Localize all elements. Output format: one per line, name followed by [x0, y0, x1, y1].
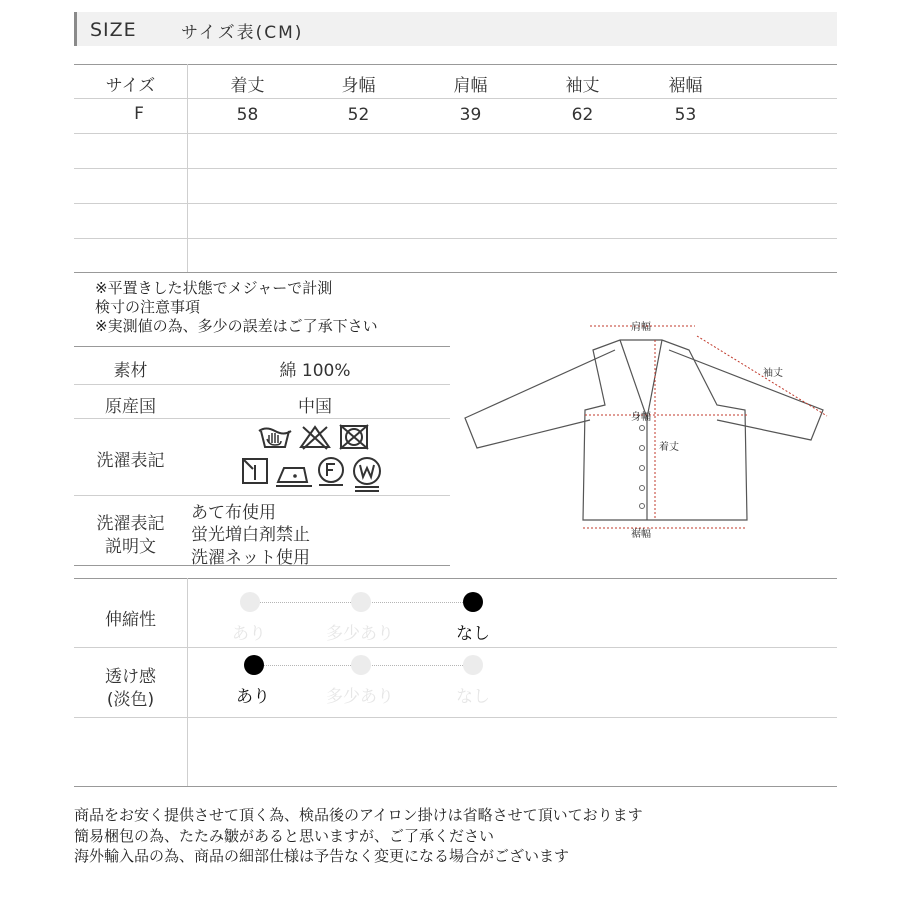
size-cell: 58 — [236, 105, 259, 125]
no-bleach-icon — [298, 424, 332, 450]
stretch-option-yes: あり — [232, 624, 266, 644]
garment-button — [640, 426, 645, 431]
size-header-title: SIZE — [90, 19, 137, 41]
sheer-label: 透け感 — [105, 667, 156, 687]
stretch-dot-none — [463, 592, 483, 612]
wet-clean-w-icon — [350, 456, 384, 494]
sheer-label-sub: (淡色) — [106, 690, 155, 710]
care-label: 洗濯表記 — [96, 451, 165, 471]
size-table-bottom-rule — [74, 272, 837, 273]
note-line: ※平置きした状態でメジャーで計測 — [95, 279, 333, 297]
size-cell: 52 — [347, 105, 370, 125]
care-desc-line: あて布使用 — [191, 503, 276, 523]
diagram-sleeve-label: 袖丈 — [763, 368, 783, 379]
stretch-dot-yes — [240, 592, 260, 612]
origin-value: 中国 — [298, 397, 332, 417]
sheer-dot-none — [463, 655, 483, 675]
care-desc-line: 蛍光増白剤禁止 — [191, 525, 310, 545]
size-col-header: 着丈 — [230, 76, 265, 96]
scale-top-rule — [74, 578, 837, 579]
garment-right-sleeve — [669, 350, 823, 440]
note-line: ※実測値の為、多少の誤差はご了承下さい — [95, 317, 378, 335]
size-header — [74, 12, 837, 46]
size-col-header: 身幅 — [341, 76, 376, 96]
scale-rule — [74, 717, 837, 718]
care-desc-label: 洗濯表記 — [96, 514, 165, 534]
scale-bottom-rule — [74, 786, 837, 787]
size-table-rule — [74, 168, 837, 169]
scale-divider — [187, 578, 188, 786]
material-value: 綿 100% — [279, 361, 351, 381]
sheer-option-some: 多少あり — [326, 687, 394, 707]
info-table-rule — [74, 418, 450, 419]
garment-button — [640, 504, 645, 509]
line-dry-shade-icon — [241, 456, 269, 486]
hand-wash-40-icon — [257, 423, 293, 451]
stretch-option-none: なし — [456, 624, 490, 644]
size-table-rule — [74, 238, 837, 239]
stretch-dot-some — [351, 592, 371, 612]
size-col-header: サイズ — [105, 76, 156, 96]
size-col-header: 裾幅 — [668, 76, 703, 96]
iron-low-icon — [274, 458, 314, 490]
garment-diagram — [455, 310, 845, 550]
garment-outline — [583, 340, 747, 520]
scale-rule — [74, 647, 837, 648]
info-table-rule — [74, 384, 450, 385]
sheer-option-yes: あり — [236, 687, 270, 707]
size-col-header: 袖丈 — [565, 76, 600, 96]
dry-clean-f-icon — [316, 456, 346, 488]
garment-left-sleeve — [465, 350, 615, 448]
note-line: 検寸の注意事項 — [95, 298, 201, 316]
stretch-label: 伸縮性 — [105, 610, 156, 630]
size-header-subtitle: サイズ表(CM) — [181, 23, 304, 43]
footer-line: 商品をお安く提供させて頂く為、検品後のアイロン掛けは省略させて頂いております — [74, 806, 643, 824]
diagram-length-label: 着丈 — [659, 442, 679, 453]
garment-v-neck — [620, 340, 662, 418]
garment-button — [640, 446, 645, 451]
size-table-top-rule — [74, 64, 837, 65]
size-cell: 62 — [571, 105, 594, 125]
size-cell: F — [134, 104, 144, 124]
sheer-dot-some — [351, 655, 371, 675]
size-table-header-rule — [74, 98, 837, 99]
sheer-dot-yes — [244, 655, 264, 675]
sheer-option-none: なし — [456, 687, 490, 707]
footer-line: 海外輸入品の為、商品の細部仕様は予告なく変更になる場合がございます — [74, 847, 570, 865]
origin-label: 原産国 — [105, 397, 156, 417]
size-col-header: 肩幅 — [453, 76, 488, 96]
info-table-top-rule — [74, 346, 450, 347]
size-table-rule — [74, 133, 837, 134]
garment-button — [640, 466, 645, 471]
stretch-option-some: 多少あり — [326, 624, 394, 644]
size-table-rule — [74, 203, 837, 204]
care-desc-line: 洗濯ネット使用 — [191, 548, 310, 568]
info-table-rule — [74, 495, 450, 496]
size-cell: 39 — [459, 105, 482, 125]
care-desc-label: 説明文 — [105, 537, 156, 557]
footer-line: 簡易梱包の為、たたみ皺があると思いますが、ご了承ください — [74, 827, 495, 845]
size-cell: 53 — [674, 105, 697, 125]
no-tumble-dry-icon — [338, 423, 370, 451]
garment-button — [640, 486, 645, 491]
material-label: 素材 — [113, 361, 148, 381]
size-table-divider — [187, 64, 188, 272]
diagram-shoulder-label: 肩幅 — [631, 322, 651, 333]
diagram-hem-label: 裾幅 — [631, 529, 651, 540]
header-accent-bar — [74, 12, 77, 46]
diagram-chest-label: 身幅 — [631, 412, 651, 423]
